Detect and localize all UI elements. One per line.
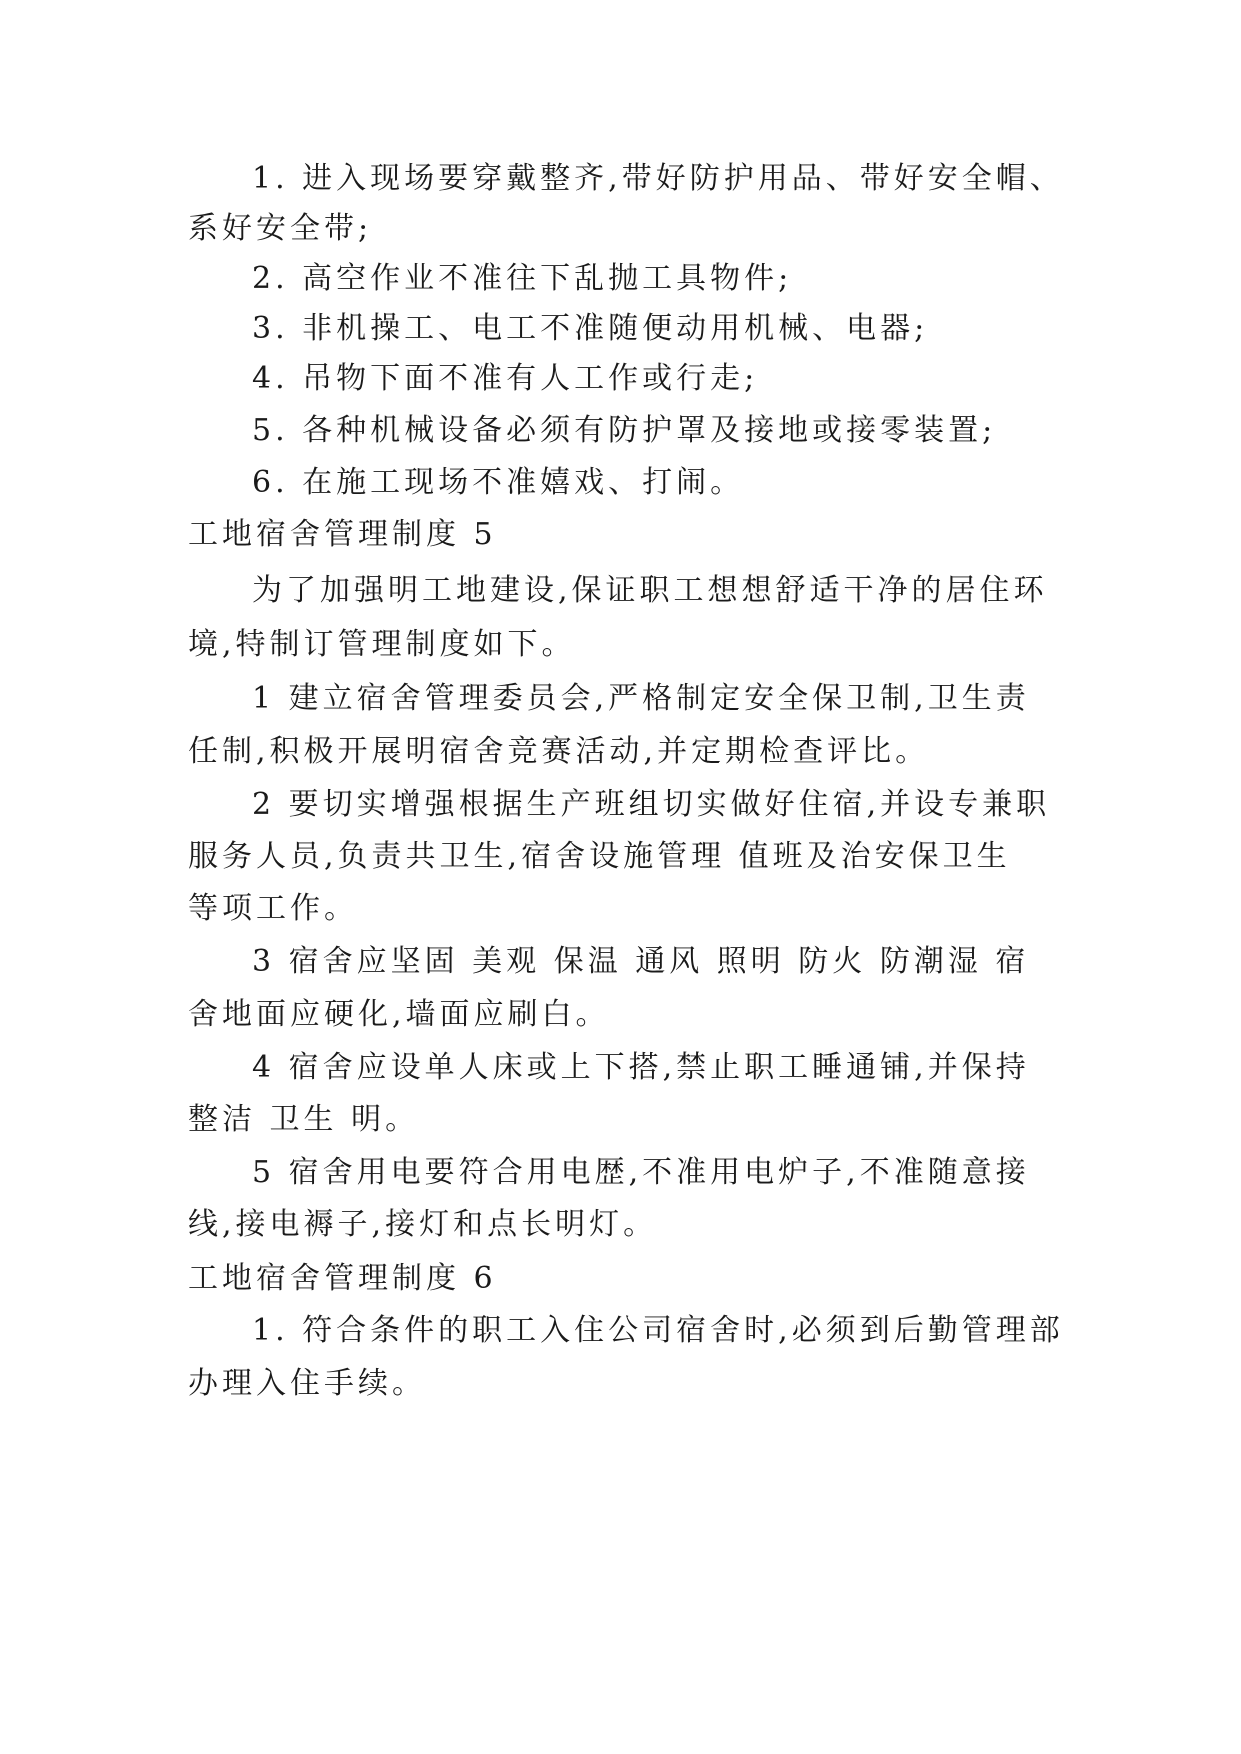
paragraph-intro-continued: 境,特制订管理制度如下。 bbox=[188, 627, 576, 662]
rule-1: 1 建立宿舍管理委员会,严格制定安全保卫制,卫生责 bbox=[252, 681, 1030, 716]
rule-2: 2 要切实增强根据生产班组切实做好住宿,并设专兼职 bbox=[252, 787, 1051, 822]
rule-5: 5 宿舍用电要符合用电歴,不准用电炉子,不准随意接 bbox=[252, 1155, 1030, 1190]
section-heading-6: 工地宿舍管理制度 6 bbox=[188, 1261, 497, 1296]
rule-4-continued: 整洁 卫生 明。 bbox=[188, 1102, 420, 1137]
paragraph-intro: 为了加强明工地建设,保证职工想想舒适干净的居住环 bbox=[252, 573, 1048, 608]
rule-5-continued: 线,接电褥子,接灯和点长明灯。 bbox=[188, 1207, 658, 1242]
section-heading-5: 工地宿舍管理制度 5 bbox=[188, 517, 497, 552]
list-item-3: 3. 非机操工、电工不准随便动用机械、电器; bbox=[252, 311, 929, 346]
list-item-2: 2. 高空作业不准往下乱抛工具物件; bbox=[252, 261, 793, 296]
rule-2-continued-2: 等项工作。 bbox=[188, 891, 358, 926]
rule-1-continued: 任制,积极开展明宿舍竞赛活动,并定期检查评比。 bbox=[188, 734, 930, 769]
list-item-4: 4. 吊物下面不准有人工作或行走; bbox=[252, 361, 759, 396]
list-item-1-continued: 系好安全带; bbox=[188, 211, 373, 246]
rule-6-1: 1. 符合条件的职工入住公司宿舍时,必须到后勤管理部 bbox=[252, 1313, 1064, 1348]
list-item-6: 6. 在施工现场不准嬉戏、打闹。 bbox=[252, 465, 745, 500]
rule-6-1-continued: 办理入住手续。 bbox=[188, 1366, 426, 1401]
rule-3-continued: 舍地面应硬化,墙面应刷白。 bbox=[188, 997, 610, 1032]
rule-3: 3 宿舍应坚固 美观 保温 通风 照明 防火 防潮湿 宿 bbox=[252, 944, 1030, 979]
rule-4: 4 宿舍应设单人床或上下搭,禁止职工睡通铺,并保持 bbox=[252, 1050, 1030, 1085]
list-item-1: 1. 进入现场要穿戴整齐,带好防护用品、带好安全帽、 bbox=[252, 161, 1064, 196]
list-item-5: 5. 各种机械设备必须有防护罩及接地或接零装置; bbox=[252, 413, 997, 448]
rule-2-continued: 服务人员,负责共卫生,宿舍设施管理 值班及治安保卫生 bbox=[188, 839, 1011, 874]
